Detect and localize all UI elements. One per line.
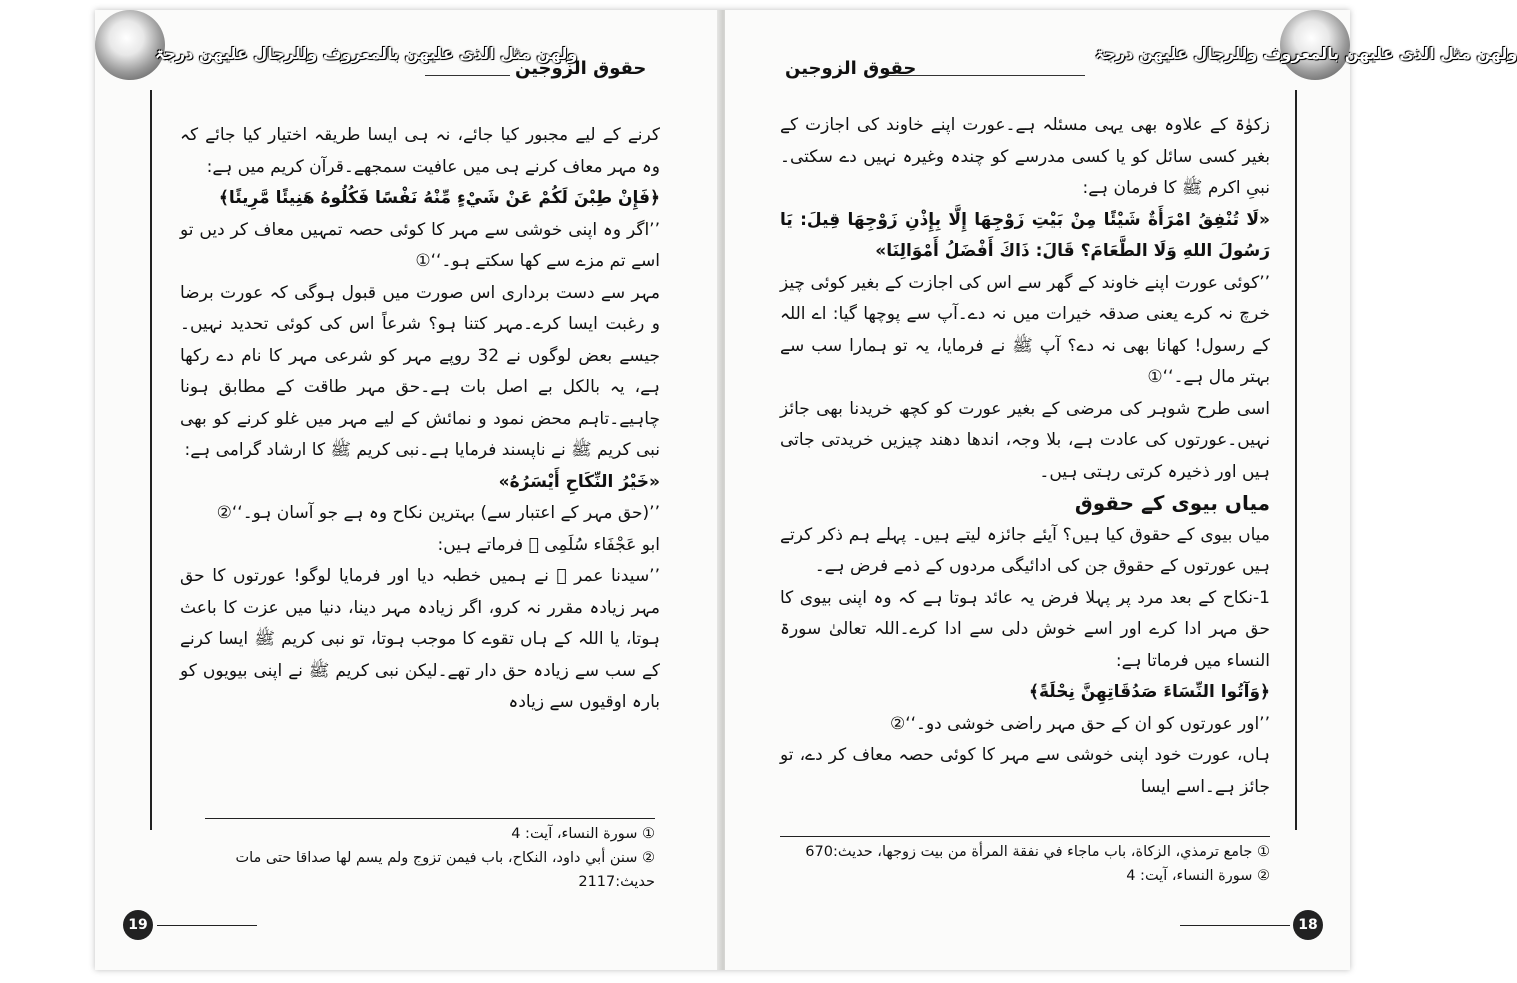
right-page	[725, 10, 1517, 970]
right-para-3: اسی طرح شوہر کی مرضی کے بغیر عورت کو کچھ خریدنا بھی جائز نہیں۔عورتوں کی عادت ہے، بلا وجہ، اندھا دھند چیزیں خریدتی جاتی ہیں اور ذخیرہ کرتی رہتی ہیں۔	[780, 398, 1270, 482]
left-para-5: ابو عَجْفَاء سُلَمِی ﷫ فرماتے ہیں:	[437, 534, 660, 555]
right-bottom-rule	[1180, 925, 1290, 926]
right-frame-line	[1295, 90, 1297, 830]
left-para-1: کرنے کے لیے مجبور کیا جائے، نہ ہی ایسا طریقہ اختیار کیا جائے کہ وہ مہر معاف کرنے ہی میں عافیت سمجھے۔قرآن کریم میں ہے:	[180, 125, 660, 177]
left-footnotes	[175, 822, 655, 894]
right-hadith: «لَا تُنْفِقُ امْرَأَةٌ شَيْئًا مِنْ بَيْتِ زَوْجِهَا إِلَّا بِإِذْنِ زَوْجِهَا قِيلَ: يَا رَسُولَ اللهِ وَلَا الطَّعَامَ؟ قَالَ: ذَاكَ أَفْضَلُ أَمْوَالِنَا»	[780, 209, 1270, 261]
left-para-6: ’’سیدنا عمر ﷛ نے ہمیں خطبہ دیا اور فرمایا لوگو! عورتوں کا حق مہر زیادہ مقرر نہ کرو، اگر زیادہ مہر دینا، دنیا میں عزت کا باعث ہوتا، یا اللہ کے ہاں تقوے کا موجب ہوتا، تو نبی کریم ﷺ ایسا کرنے کے سب سے زیادہ حق دار تھے۔لیکن نبی کریم ﷺ نے اپنی بیویوں کو بارہ اوقیوں سے زیادہ	[180, 566, 660, 712]
right-page-number: 18	[1293, 910, 1323, 940]
left-page-number: 19	[123, 910, 153, 940]
left-hadith: «خَيْرُ النِّكَاحِ أَيْسَرُهُ»	[498, 471, 660, 492]
right-header-rule	[885, 75, 1085, 76]
left-body-text	[180, 120, 660, 719]
left-para-2: ’’اگر وہ اپنی خوشی سے مہر کا کوئی حصہ تمہیں معاف کر دیں تو اسے تم مزے سے کھا سکتے ہو۔‘‘①	[180, 219, 660, 271]
right-para-4: میاں بیوی کے حقوق کیا ہیں؟ آیئے جائزہ لیتے ہیں۔ پہلے ہم ذکر کرتے ہیں عورتوں کے حقوق جن کی ادائیگی مردوں کے ذمے فرض ہے۔	[780, 524, 1270, 576]
right-header-title: حقوق الزوجین	[785, 58, 917, 79]
left-frame-line	[150, 90, 152, 830]
right-para-6: ’’اور عورتوں کو ان کے حق مہر راضی خوشی دو۔‘‘②	[889, 713, 1270, 734]
left-para-4: ’’(حق مہر کے اعتبار سے) بہترین نکاح وہ ہے جو آسان ہو۔‘‘②	[216, 503, 660, 523]
left-header-rule	[425, 75, 510, 76]
left-banner: ولھن مثل الذی علیھن بالمعروف وللرجال علیھن درجۃ	[155, 44, 578, 63]
right-quran-verse: ﴿وَآتُوا النِّسَاءَ صَدُقَاتِهِنَّ نِحْلَةً﴾	[1028, 682, 1270, 702]
left-footnote-1: ① سورة النساء، آیت: 4	[511, 826, 655, 842]
right-para-7: ہاں، عورت خود اپنی خوشی سے مہر کا کوئی حصہ معاف کر دے، تو جائز ہے۔اسے ایسا	[780, 745, 1270, 797]
right-para-2: ’’کوئی عورت اپنے خاوند کے گھر سے اس کی اجازت کے بغیر کوئی چیز خرچ نہ کرے یعنی صدقہ خیرات میں نہ دے۔آپ سے پوچھا گیا: اے اللہ کے رسول! کھانا بھی نہ دے؟ آپ ﷺ نے فرمایا، یہ تو ہمارا سب سے بہتر مال ہے۔‘‘①	[780, 272, 1270, 387]
left-header-title: حقوق الزوجین	[515, 58, 647, 79]
right-footnotes	[780, 840, 1270, 888]
right-section-heading: میاں بیوی کے حقوق	[1074, 491, 1270, 515]
right-para-5: 1-نکاح کے بعد مرد پر پہلا فرض یہ عائد ہوتا ہے کہ وہ اپنی بیوی کا حق مہر ادا کرے اور اسے خوش دلی سے ادا کرے۔اللہ تعالیٰ سورۃ النساء میں فرماتا ہے:	[780, 587, 1270, 671]
right-footnote-2: ② سورة النساء، آیت: 4	[1126, 868, 1270, 884]
left-footnote-2: ② سنن أبي داود، النكاح، باب فيمن تزوج ولم يسم لها صداقا حتى مات حديث:2117	[235, 850, 655, 890]
left-para-3: مہر سے دست برداری اس صورت میں قبول ہوگی کہ عورت برضا و رغبت ایسا کرے۔مہر کتنا ہو؟ شرعاً اس کی کوئی تحدید نہیں۔ جیسے بعض لوگوں نے 32 روپے مہر کو شرعی مہر کا نام دے رکھا ہے، یہ بالکل بے اصل بات ہے۔حق مہر طاقت کے مطابق ہونا چاہیے۔تاہم محض نمود و نمائش کے لیے مہر میں غلو کرنے کو بھی نبی کریم ﷺ نے ناپسند فرمایا ہے۔نبی کریم ﷺ کا ارشاد گرامی ہے:	[180, 282, 660, 460]
right-body-text	[780, 110, 1270, 803]
book-spread	[95, 10, 1517, 970]
right-footnote-rule	[780, 836, 1270, 837]
left-page	[95, 10, 720, 970]
right-para-1: زکوٰۃ کے علاوہ بھی یہی مسئلہ ہے۔عورت اپنے خاوند کی اجازت کے بغیر کسی سائل کو یا کسی مدرسے کو چندہ وغیرہ نہیں دے سکتی۔نبیِ اکرم ﷺ کا فرمان ہے:	[780, 115, 1270, 198]
right-footnote-1: ① جامع ترمذي، الزكاة، باب ماجاء في نفقة المرأة من بيت زوجها، حديث:670	[805, 844, 1270, 860]
left-bottom-rule	[157, 925, 257, 926]
left-quran-verse: ﴿فَإِنْ طِبْنَ لَكُمْ عَنْ شَيْءٍ مِّنْهُ نَفْسًا فَكُلُوهُ هَنِيئًا مَّرِيئًا﴾	[218, 188, 660, 208]
left-footnote-rule	[205, 818, 655, 819]
right-banner: ولھن مثل الذی علیھن بالمعروف وللرجال علیھن درجۃ	[1095, 44, 1517, 63]
